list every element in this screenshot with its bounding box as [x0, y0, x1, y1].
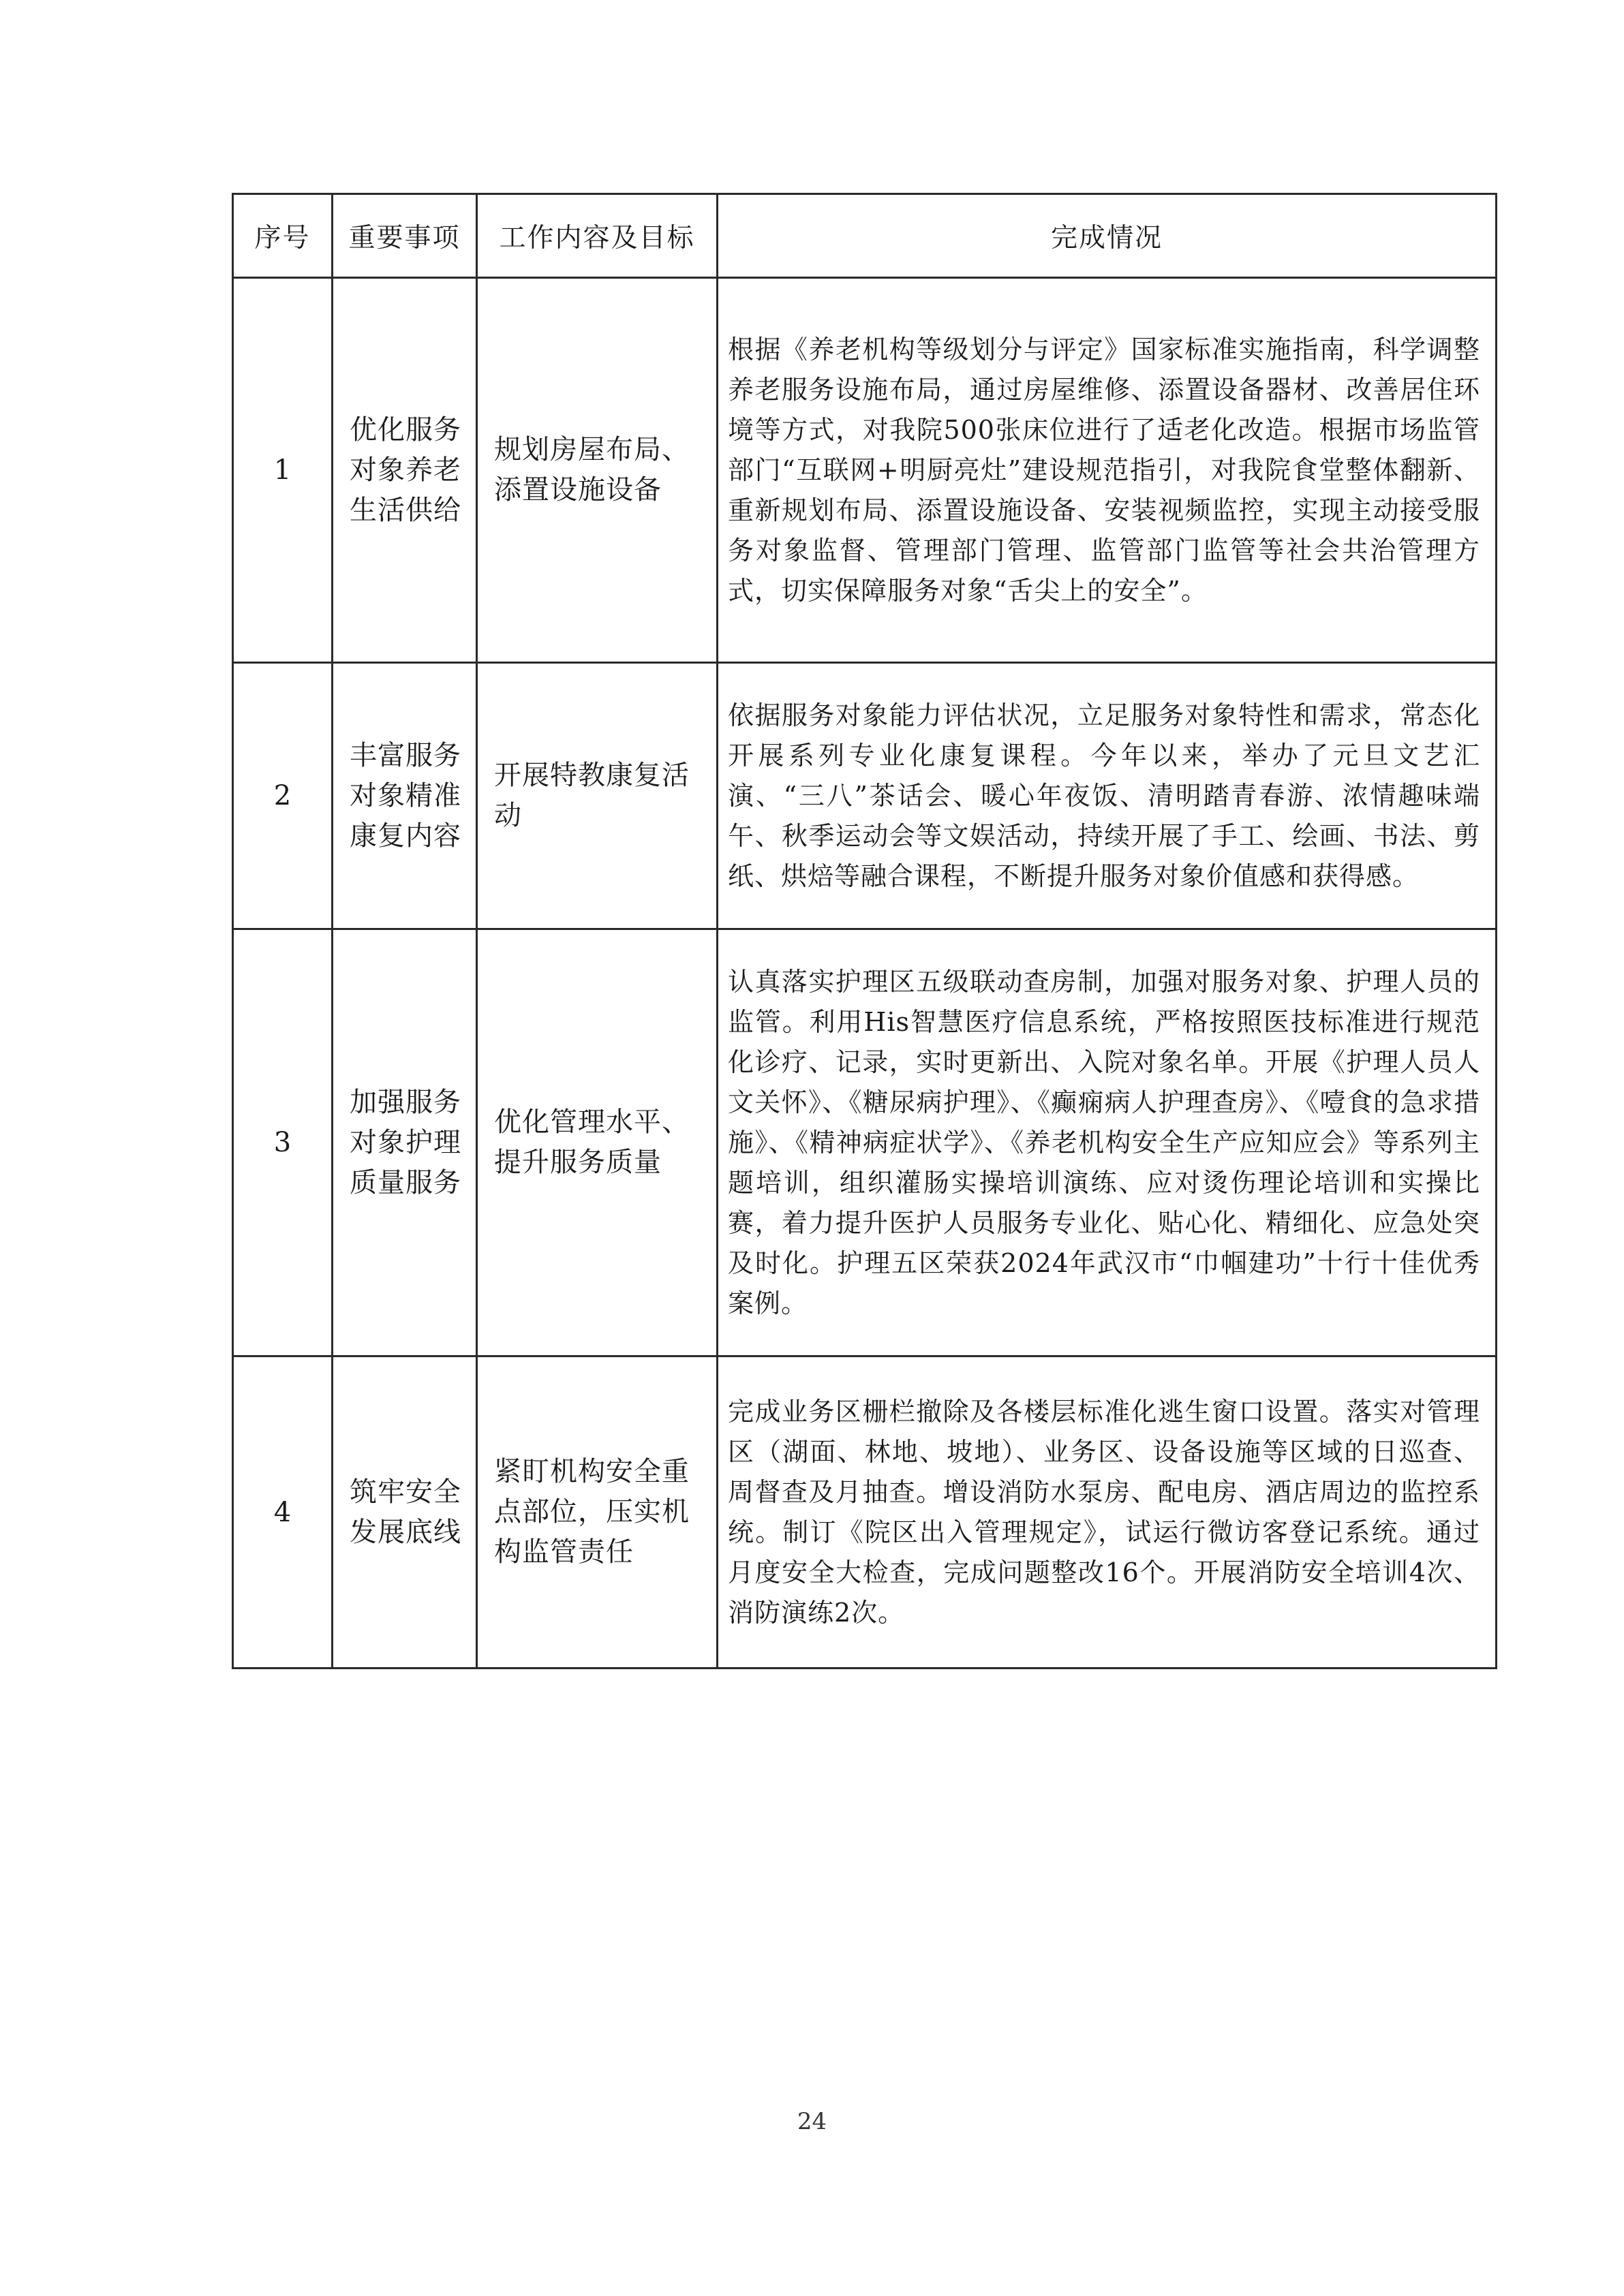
page-number: 24 [797, 2108, 827, 2135]
header-work-content-goal: 工作内容及目标 [477, 194, 718, 278]
completion-cell: 根据《养老机构等级划分与评定》国家标准实施指南，科学调整养老服务设施布局，通过房屋维修、添置设备器材、改善居住环境等方式，对我院500张床位进行了适老化改造。根据市场监管部门“互联网+明厨亮灶”建设规范指引，对我院食堂整体翻新、重新规划布局、添置设施设备、安装视频监控，实现主动接受服务对象监督、管理部门管理、监管部门监管等社会共治管理方式，切实保障服务对象“舌尖上的安全”。 [718, 278, 1497, 663]
key-matter-cell: 优化服务对象养老生活供给 [333, 278, 477, 663]
work-goal-cell: 开展特教康复活动 [477, 663, 718, 929]
key-matter-cell: 加强服务对象护理质量服务 [333, 929, 477, 1356]
header-key-matter: 重要事项 [333, 194, 477, 278]
completion-cell: 完成业务区栅栏撤除及各楼层标准化逃生窗口设置。落实对管理区（湖面、林地、坡地）、业务区、设备设施等区域的日巡查、周督查及月抽查。增设消防水泵房、配电房、酒店周边的监控系统。制订《院区出入管理规定》，试运行微访客登记系统。通过月度安全大检查，完成问题整改16个。开展消防安全培训4次、消防演练2次。 [718, 1356, 1497, 1669]
row-number: 2 [233, 663, 333, 929]
table-row [233, 663, 1497, 929]
row-number: 3 [233, 929, 333, 1356]
completion-cell: 依据服务对象能力评估状况，立足服务对象特性和需求，常态化开展系列专业化康复课程。今年以来，举办了元旦文艺汇演、“三八”茶话会、暖心年夜饭、清明踏青春游、浓情趣味端午、秋季运动会等文娱活动，持续开展了手工、绘画、书法、剪纸、烘焙等融合课程，不断提升服务对象价值感和获得感。 [718, 663, 1497, 929]
header-completion-status: 完成情况 [718, 194, 1497, 278]
table-header-row [233, 194, 1497, 278]
row-number: 1 [233, 278, 333, 663]
table-row [233, 278, 1497, 663]
row-number: 4 [233, 1356, 333, 1669]
work-goal-cell: 优化管理水平、提升服务质量 [477, 929, 718, 1356]
table-row [233, 929, 1497, 1356]
table-row [233, 1356, 1497, 1669]
work-summary-table [232, 193, 1497, 1669]
work-goal-cell: 规划房屋布局、添置设施设备 [477, 278, 718, 663]
work-goal-cell: 紧盯机构安全重点部位，压实机构监管责任 [477, 1356, 718, 1669]
header-serial-number: 序号 [233, 194, 333, 278]
key-matter-cell: 筑牢安全发展底线 [333, 1356, 477, 1669]
key-matter-cell: 丰富服务对象精准康复内容 [333, 663, 477, 929]
completion-cell: 认真落实护理区五级联动查房制，加强对服务对象、护理人员的监管。利用His智慧医疗信息系统，严格按照医技标准进行规范化诊疗、记录，实时更新出、入院对象名单。开展《护理人员人文关怀》、《糖尿病护理》、《癫痫病人护理查房》、《噎食的急求措施》、《精神病症状学》、《养老机构安全生产应知应会》等系列主题培训，组织灌肠实操培训演练、应对烫伤理论培训和实操比赛，着力提升医护人员服务专业化、贴心化、精细化、应急处突及时化。护理五区荣获2024年武汉市“巾帼建功”十行十佳优秀案例。 [718, 929, 1497, 1356]
